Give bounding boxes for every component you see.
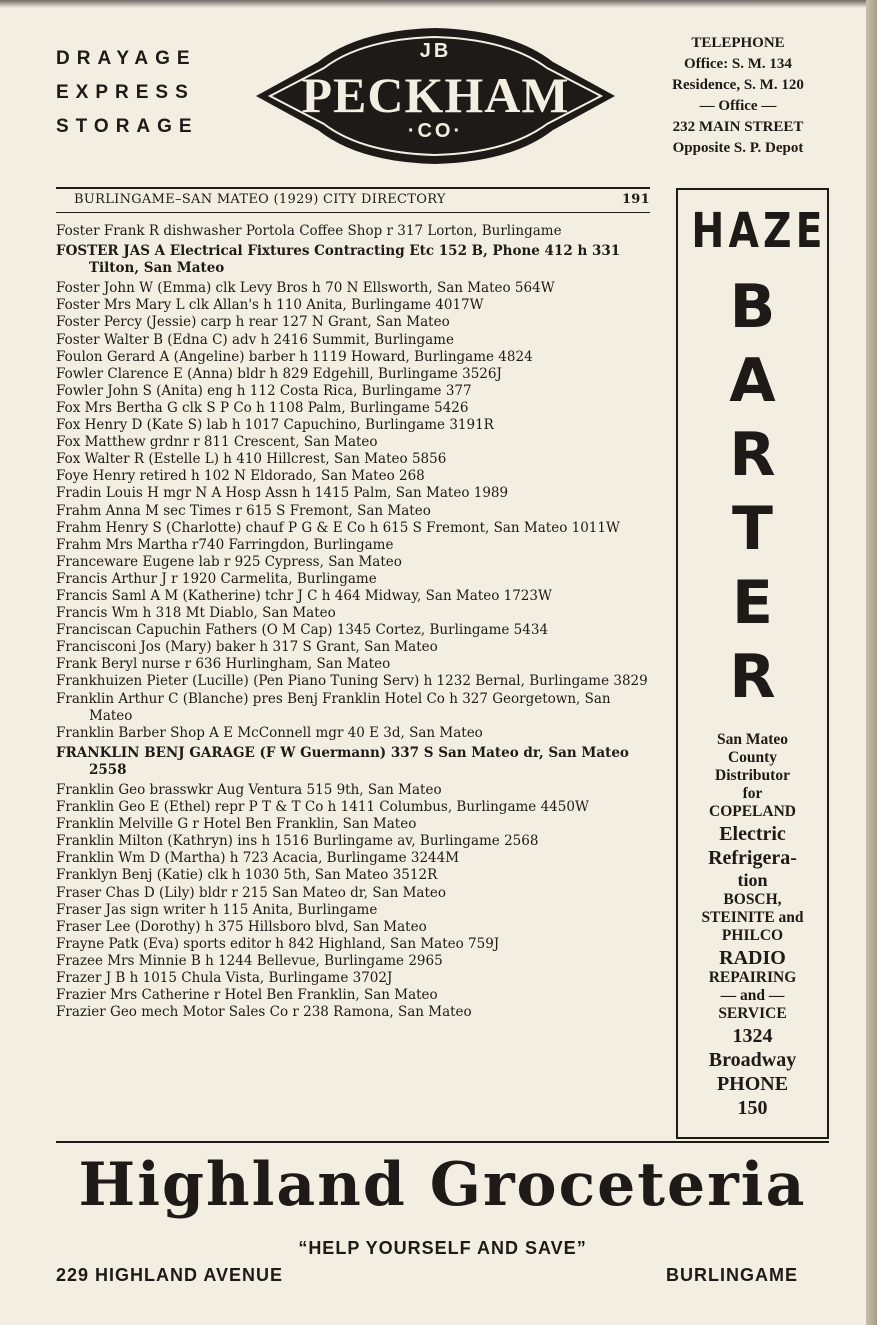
ad-line: 1324 bbox=[732, 1025, 773, 1047]
directory-entry: Franklin Wm D (Martha) h 723 Acacia, Burlingame 3244M bbox=[56, 850, 460, 867]
directory-entry: Fox Henry D (Kate S) lab h 1017 Capuchino, Burlingame 3191R bbox=[56, 417, 494, 434]
directory-entries bbox=[56, 223, 650, 1021]
directory-entry: Fraser Lee (Dorothy) h 375 Hillsboro blvd, San Mateo bbox=[56, 918, 427, 935]
directory-entry: Franceware Eugene lab r 925 Cypress, San Mateo bbox=[56, 553, 402, 570]
contact-line: Residence, S. M. 120 bbox=[672, 77, 804, 93]
directory-entry: Francisconi Jos (Mary) baker h 317 S Grant, San Mateo bbox=[56, 639, 438, 656]
service-line: STORAGE bbox=[56, 116, 199, 137]
footer-address: 229 HIGHLAND AVENUE bbox=[56, 1265, 284, 1285]
ad-line: STEINITE and bbox=[701, 909, 804, 926]
barter-letter: B bbox=[729, 272, 776, 342]
ad-haze: HAZE bbox=[691, 203, 827, 259]
directory-entry: Foulon Gerard A (Angeline) barber h 1119 Howard, Burlingame 4824 bbox=[56, 348, 533, 365]
directory-entry: Frank Beryl nurse r 636 Hurlingham, San Mateo bbox=[56, 656, 391, 673]
ad-line: SERVICE bbox=[718, 1005, 787, 1022]
bottom-rule bbox=[56, 1141, 829, 1143]
directory-entry: Foster Percy (Jessie) carp h rear 127 N Grant, San Mateo bbox=[56, 314, 450, 331]
contact-line: Office: S. M. 134 bbox=[684, 56, 792, 72]
top-shadow bbox=[0, 0, 866, 8]
barter-letter: T bbox=[732, 494, 773, 564]
directory-entry: Frankhuizen Pieter (Lucille) (Pen Piano Tuning Serv) h 1232 Bernal, Burlingame 3829 bbox=[56, 673, 648, 690]
directory-entry: Fraser Jas sign writer h 115 Anita, Burlingame bbox=[56, 901, 378, 918]
head-rule bbox=[56, 212, 650, 213]
directory-entry: Fox Mrs Bertha G clk S P Co h 1108 Palm, Burlingame 5426 bbox=[56, 399, 469, 416]
service-line: EXPRESS bbox=[56, 82, 195, 103]
ad-line: Refrigera- bbox=[708, 847, 797, 869]
ad-text bbox=[678, 731, 827, 1119]
directory-entry: Foster John W (Emma) clk Levy Bros h 70 N Ellsworth, San Mateo 564W bbox=[56, 280, 555, 297]
service-line: DRAYAGE bbox=[56, 48, 197, 69]
directory-entry: Franklin Barber Shop A E McConnell mgr 40 E 3d, San Mateo bbox=[56, 724, 483, 741]
directory-entry: Fraser Chas D (Lily) bldr r 215 San Mateo dr, San Mateo bbox=[56, 884, 447, 901]
sidebar-ad bbox=[676, 188, 829, 1139]
footer-slogan: “HELP YOURSELF AND SAVE” bbox=[298, 1238, 587, 1258]
directory-entry: Frazier Mrs Catherine r Hotel Ben Franklin, San Mateo bbox=[56, 987, 438, 1004]
directory-entry: Fowler Clarence E (Anna) bldr h 829 Edgehill, Burlingame 3526J bbox=[56, 365, 502, 382]
ad-line: RADIO bbox=[719, 947, 786, 969]
ad-line: Distributor bbox=[715, 767, 790, 784]
ad-line: PHILCO bbox=[721, 927, 784, 944]
ad-line: Electric bbox=[719, 823, 786, 845]
directory-entry: Fox Walter R (Estelle L) h 410 Hillcrest, San Mateo 5856 bbox=[56, 451, 447, 468]
peckham-logo bbox=[248, 22, 623, 170]
directory-entry: Foster Mrs Mary L clk Allan's h 110 Anita, Burlingame 4017W bbox=[56, 297, 484, 314]
directory-entry: Francis Arthur J r 1920 Carmelita, Burlingame bbox=[56, 570, 377, 587]
directory-entry: Franklin Geo E (Ethel) repr P T & T Co h 1411 Columbus, Burlingame 4450W bbox=[56, 799, 589, 816]
directory-title: BURLINGAME–SAN MATEO (1929) CITY DIRECTORY bbox=[74, 192, 446, 207]
directory-entry: Franklin Geo brasswkr Aug Ventura 515 9th, San Mateo bbox=[56, 782, 442, 798]
directory-entry: Francis Wm h 318 Mt Diablo, San Mateo bbox=[56, 605, 336, 622]
directory-entry: Frahm Henry S (Charlotte) chauf P G & E Co h 615 S Fremont, San Mateo 1011W bbox=[56, 519, 620, 536]
ad-line: County bbox=[727, 749, 778, 766]
directory-entry: Frazer J B h 1015 Chula Vista, Burlingame 3702J bbox=[56, 970, 393, 987]
top-rule bbox=[56, 187, 650, 189]
ad-line: San Mateo bbox=[716, 731, 789, 748]
barter-letter: A bbox=[729, 346, 776, 416]
ad-line: tion bbox=[737, 870, 768, 890]
directory-entry: Frahm Mrs Martha r740 Farringdon, Burlingame bbox=[56, 536, 394, 553]
ad-line: COPELAND bbox=[709, 803, 796, 820]
directory-entry: FOSTER JAS A Electrical Fixtures Contracting Etc 152 B, Phone 412 h 331 Tilton, San Mateo bbox=[56, 243, 621, 277]
header-contact bbox=[640, 33, 836, 159]
directory-entry: Franklin Arthur C (Blanche) pres Benj Franklin Hotel Co h 327 Georgetown, San Mateo bbox=[56, 690, 611, 724]
directory-entry: Frahm Anna M sec Times r 615 S Fremont, San Mateo bbox=[56, 502, 431, 519]
directory-entry: Fox Matthew grdnr r 811 Crescent, San Mateo bbox=[56, 434, 378, 451]
barter-letter: R bbox=[729, 420, 776, 490]
directory-entry: Franklin Milton (Kathryn) ins h 1516 Burlingame av, Burlingame 2568 bbox=[56, 833, 539, 850]
directory-entry: Franciscan Capuchin Fathers (O M Cap) 1345 Cortez, Burlingame 5434 bbox=[56, 622, 549, 639]
contact-line: 232 MAIN STREET bbox=[672, 119, 804, 135]
ad-line: for bbox=[742, 785, 763, 802]
directory-entry: Fowler John S (Anita) eng h 112 Costa Rica, Burlingame 377 bbox=[56, 382, 472, 399]
directory-entry: Fradin Louis H mgr N A Hosp Assn h 1415 Palm, San Mateo 1989 bbox=[56, 485, 509, 502]
ad-line: Broadway bbox=[708, 1049, 797, 1071]
directory-entry: Franklyn Benj (Katie) clk h 1030 5th, San Mateo 3512R bbox=[56, 867, 438, 884]
ad-line: — and — bbox=[720, 987, 785, 1004]
directory-entry: Francis Saml A M (Katherine) tchr J C h 464 Midway, San Mateo 1723W bbox=[56, 587, 552, 604]
directory-entry: Frazier Geo mech Motor Sales Co r 238 Ramona, San Mateo bbox=[56, 1004, 472, 1021]
header-services bbox=[56, 42, 199, 144]
footer-store-name: Highland Groceteria bbox=[78, 1150, 807, 1220]
logo-initials: JB bbox=[419, 40, 452, 62]
ad-line: 150 bbox=[737, 1097, 768, 1119]
page-number: 191 bbox=[621, 192, 650, 207]
contact-line: — Office — bbox=[699, 98, 777, 114]
directory-entry: FRANKLIN BENJ GARAGE (F W Guermann) 337 S San Mateo dr, San Mateo 2558 bbox=[56, 744, 629, 778]
running-head bbox=[56, 192, 650, 207]
directory-entry: Foye Henry retired h 102 N Eldorado, San Mateo 268 bbox=[56, 468, 425, 485]
contact-line: Opposite S. P. Depot bbox=[672, 140, 804, 156]
contact-line: TELEPHONE bbox=[691, 35, 785, 51]
barter-letter: E bbox=[732, 568, 773, 638]
footer-city: BURLINGAME bbox=[666, 1265, 798, 1285]
ad-line: REPAIRING bbox=[708, 969, 797, 986]
directory-entry: Franklin Melville G r Hotel Ben Franklin, San Mateo bbox=[56, 816, 417, 833]
logo-name: PECKHAM bbox=[301, 67, 570, 123]
directory-entry: Foster Walter B (Edna C) adv h 2416 Summit, Burlingame bbox=[56, 331, 454, 348]
book-spine bbox=[866, 0, 877, 1325]
ad-barter bbox=[678, 270, 827, 714]
ad-line: BOSCH, bbox=[723, 891, 782, 908]
directory-entry: Foster Frank R dishwasher Portola Coffee Shop r 317 Lorton, Burlingame bbox=[56, 223, 562, 239]
directory-entry: Frazee Mrs Minnie B h 1244 Bellevue, Burlingame 2965 bbox=[56, 952, 443, 969]
logo-suffix: ·CO· bbox=[407, 120, 464, 142]
ad-line: PHONE bbox=[716, 1073, 789, 1095]
directory-entry: Frayne Patk (Eva) sports editor h 842 Highland, San Mateo 759J bbox=[56, 935, 500, 952]
barter-letter: R bbox=[729, 642, 776, 712]
